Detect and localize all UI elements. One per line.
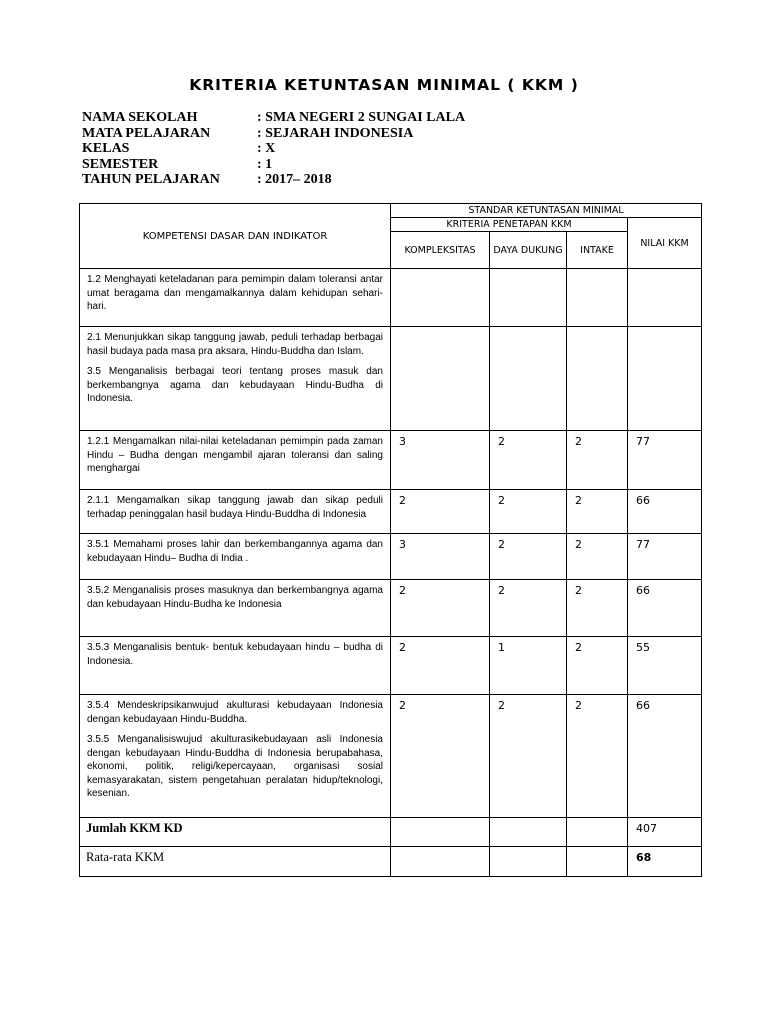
header-kompleksitas: KOMPLEKSITAS [391, 232, 490, 269]
kd-text [80, 269, 391, 327]
empty-cell [490, 818, 567, 847]
daya-dukung-cell: 2 [490, 431, 567, 490]
jumlah-value: 407 [628, 818, 702, 847]
table-row [80, 534, 702, 580]
header-daya-dukung: DAYA DUKUNG [490, 232, 567, 269]
info-label: KELAS [82, 141, 130, 156]
kd-text [80, 490, 391, 534]
info-value: : SMA NEGERI 2 SUNGAI LALA [257, 110, 466, 125]
kd-paragraph: 1.2 Menghayati keteladanan para pemimpin dalam toleransi antar umat beragama dan mengamalkannya dalam kehidupan sehari-hari. [87, 274, 383, 312]
header-nilai-kkm: NILAI KKM [628, 218, 702, 269]
intake-cell: 2 [567, 431, 628, 490]
daya-dukung-cell [490, 327, 567, 431]
table-row [80, 431, 702, 490]
table-row [80, 580, 702, 637]
kd-text [80, 637, 391, 695]
intake-cell: 2 [567, 490, 628, 534]
empty-cell [567, 847, 628, 877]
jumlah-label: Jumlah KKM KD [80, 818, 391, 847]
table-row [80, 269, 702, 327]
kd-paragraph: 3.5.4 Mendeskripsikanwujud akulturasi kebudayaan Indonesia dengan kebudayaan Hindu-Buddha. [87, 700, 383, 725]
nilai-kkm-cell: 55 [628, 637, 702, 695]
header-kd: KOMPETENSI DASAR DAN INDIKATOR [80, 204, 391, 269]
kompleksitas-cell: 2 [391, 695, 490, 818]
kd-text [80, 534, 391, 580]
kd-paragraph: 3.5.2 Menganalisis proses masuknya dan berkembangnya agama dan kebudayaan Hindu-Budha ke Indonesia [87, 585, 383, 610]
school-info [82, 110, 465, 188]
intake-cell [567, 327, 628, 431]
daya-dukung-cell: 2 [490, 695, 567, 818]
nilai-kkm-cell: 66 [628, 580, 702, 637]
kompleksitas-cell: 2 [391, 580, 490, 637]
kd-paragraph: 3.5.1 Memahami proses lahir dan berkembangannya agama dan kebudayaan Hindu– Budha di India . [87, 539, 383, 564]
info-row-subject [82, 126, 465, 142]
info-label: TAHUN PELAJARAN [82, 172, 220, 187]
kd-text [80, 431, 391, 490]
nilai-kkm-cell: 66 [628, 695, 702, 818]
jumlah-row [80, 818, 702, 847]
header-standar: STANDAR KETUNTASAN MINIMAL [391, 204, 702, 218]
info-value: : X [257, 141, 276, 156]
empty-cell [391, 818, 490, 847]
daya-dukung-cell: 2 [490, 534, 567, 580]
kompleksitas-cell [391, 269, 490, 327]
nilai-kkm-cell [628, 269, 702, 327]
nilai-kkm-cell: 77 [628, 534, 702, 580]
kkm-table [79, 203, 702, 877]
kompleksitas-cell: 2 [391, 637, 490, 695]
kompleksitas-cell: 3 [391, 534, 490, 580]
nilai-kkm-cell [628, 327, 702, 431]
intake-cell: 2 [567, 637, 628, 695]
kd-paragraph: 1.2.1 Mengamalkan nilai-nilai keteladanan pemimpin pada zaman Hindu – Budha dengan mengambil ajaran toleransi dan saling menghargai [87, 436, 383, 474]
kompleksitas-cell [391, 327, 490, 431]
info-value: : 2017– 2018 [257, 172, 332, 187]
daya-dukung-cell [490, 269, 567, 327]
daya-dukung-cell: 1 [490, 637, 567, 695]
kd-text [80, 580, 391, 637]
kompleksitas-cell: 3 [391, 431, 490, 490]
intake-cell: 2 [567, 534, 628, 580]
info-row-school [82, 110, 465, 126]
empty-cell [391, 847, 490, 877]
daya-dukung-cell: 2 [490, 580, 567, 637]
rata-row [80, 847, 702, 877]
kd-paragraph: 3.5 Menganalisis berbagai teori tentang proses masuk dan berkembangnya agama dan kebudayaan Hindu-Budha di Indonesia. [87, 366, 383, 404]
table-row [80, 327, 702, 431]
info-row-semester [82, 157, 465, 173]
header-kriteria: KRITERIA PENETAPAN KKM [391, 218, 628, 232]
intake-cell: 2 [567, 580, 628, 637]
kd-paragraph: 2.1.1 Mengamalkan sikap tanggung jawab dan sikap peduli terhadap peninggalan hasil budaya Hindu-Buddha di Indonesia [87, 495, 383, 520]
intake-cell [567, 269, 628, 327]
info-label: SEMESTER [82, 156, 159, 172]
header-intake: INTAKE [567, 232, 628, 269]
info-value: : SEJARAH INDONESIA [257, 125, 414, 141]
table-row [80, 490, 702, 534]
nilai-kkm-cell: 77 [628, 431, 702, 490]
table-row [80, 695, 702, 818]
daya-dukung-cell: 2 [490, 490, 567, 534]
info-row-class [82, 141, 465, 157]
kompleksitas-cell: 2 [391, 490, 490, 534]
info-value: : 1 [257, 156, 273, 172]
kd-paragraph: 3.5.3 Menganalisis bentuk- bentuk kebudayaan hindu – budha di Indonesia. [87, 642, 383, 667]
info-label: MATA PELAJARAN [82, 125, 211, 141]
kd-text [80, 327, 391, 431]
info-row-year [82, 172, 465, 188]
nilai-kkm-cell: 66 [628, 490, 702, 534]
kd-paragraph: 2.1 Menunjukkan sikap tanggung jawab, peduli terhadap berbagai hasil budaya pada masa pra aksara, Hindu-Buddha dan Islam. [87, 332, 383, 357]
page-title: KRITERIA KETUNTASAN MINIMAL ( KKM ) [189, 76, 579, 94]
rata-value: 68 [628, 847, 702, 877]
table-row [80, 637, 702, 695]
empty-cell [567, 818, 628, 847]
empty-cell [490, 847, 567, 877]
info-label: NAMA SEKOLAH [82, 110, 198, 125]
kd-text [80, 695, 391, 818]
intake-cell: 2 [567, 695, 628, 818]
kd-paragraph: 3.5.5 Menganalisiswujud akulturasikebudayaan asli Indonesia dengan kebudayaan Hindu-Buddha di Indonesia berupabahasa, ekonomi, politik, religi/kepercayaan, organisasi sosial kemasyarakatan, sistem pengetahuan peralatan hidup/teknologi, kesenian. [87, 734, 383, 799]
rata-label: Rata-rata KKM [80, 847, 391, 877]
